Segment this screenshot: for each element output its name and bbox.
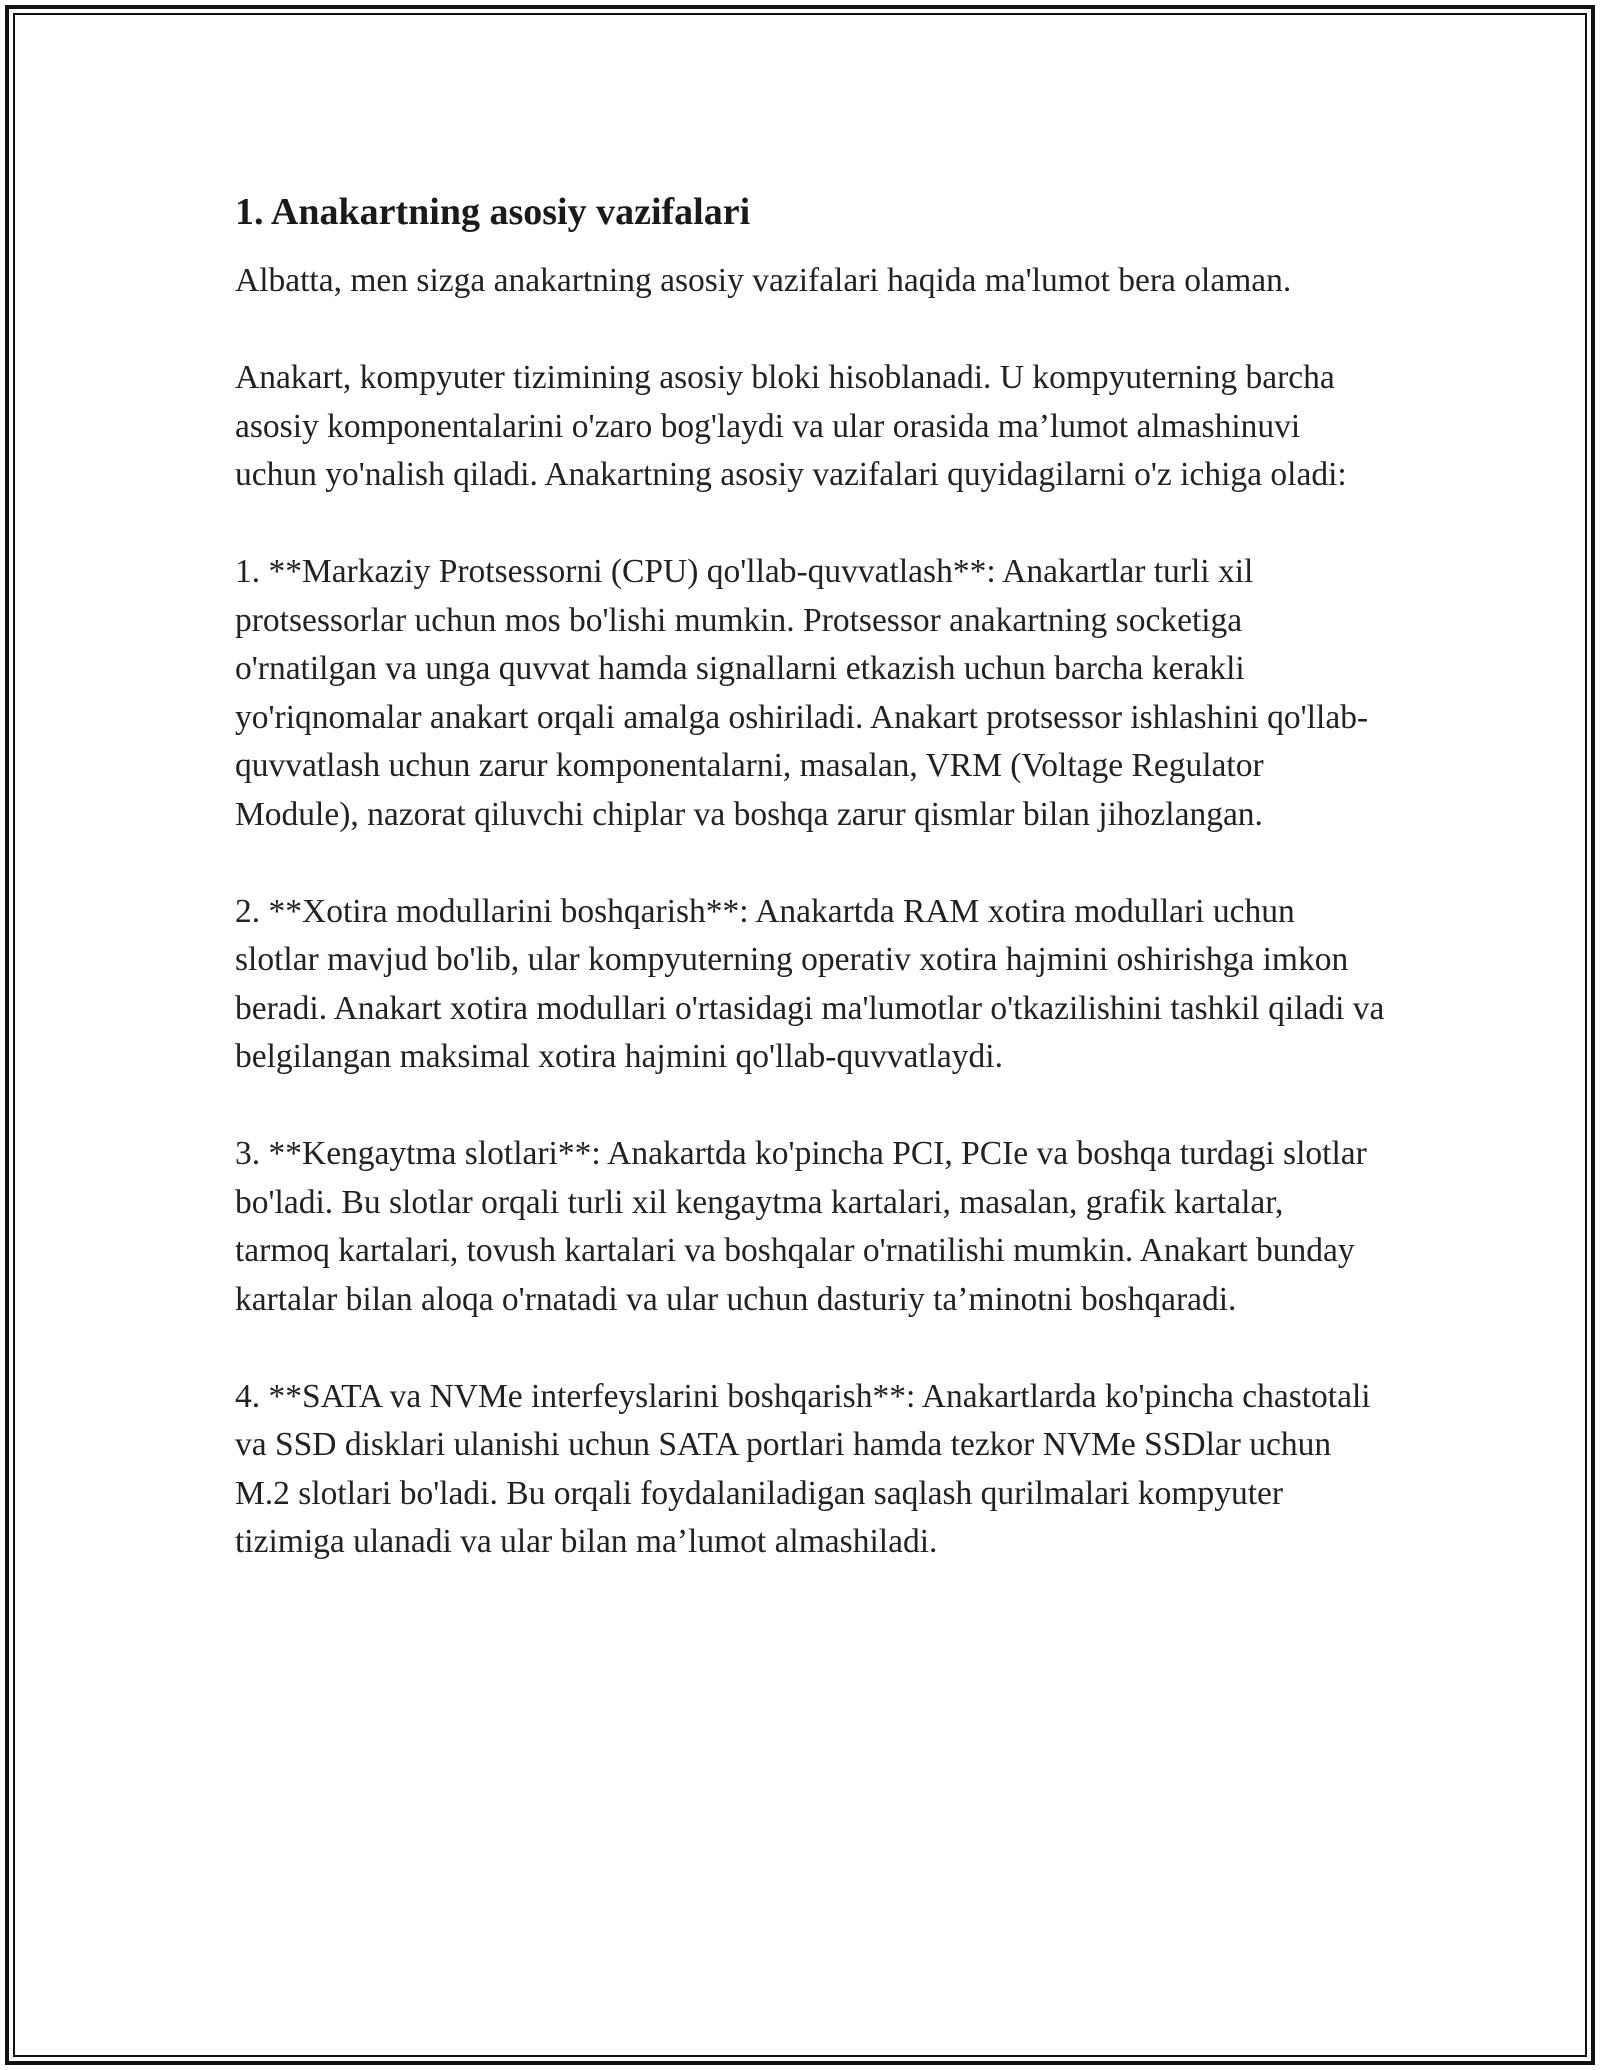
overview-paragraph: Anakart, kompyuter tizimining asosiy bloki hisoblanadi. U kompyuterning barcha asosiy komponentalarini o'zaro bog'laydi va ular orasida ma’lumot almashinuvi uchun yo'nalish qiladi. Anakartning asosiy vazifalari quyidagilarni o'z ichiga oladi: xyxy=(235,359,1347,493)
list-item-storage-interfaces: 4. **SATA va NVMe interfeyslarini boshqarish**: Anakartlarda ko'pincha chastotali va SSD disklari ulanishi uchun SATA portlari hamda tezkor NVMe SSDlar uchun M.2 slotlari bo'ladi. Bu orqali foydalaniladigan saqlash qurilmalari kompyuter tizimiga ulanadi va ular bilan ma’lumot almashiladi. xyxy=(235,1377,1371,1560)
intro-paragraph: Albatta, men sizga anakartning asosiy vazifalari haqida ma'lumot bera olaman. xyxy=(235,262,1292,299)
list-item-memory: 2. **Xotira modullarini boshqarish**: Anakartda RAM xotira modullari uchun slotlar mavjud bo'lib, ular kompyuterning operativ xotira hajmini oshirishga imkon beradi. Anakart xotira modullari o'rtasidagi ma'lumotlar o'tkazilishini tashkil qiladi va belgilangan maksimal xotira hajmini qo'llab-quvvatlaydi. xyxy=(235,892,1385,1075)
section-heading: 1. Anakartning asosiy vazifalari xyxy=(235,191,751,233)
list-item-cpu: 1. **Markaziy Protsessorni (CPU) qo'llab-quvvatlash**: Anakartlar turli xil protsessorlar uchun mos bo'lishi mumkin. Protsessor anakartning socketiga o'rnatilgan va unga quvvat hamda signallarni etkazish uchun barcha kerakli yo'riqnomalar anakart orqali amalga oshiriladi. Anakart protsessor ishlashini qo'llab-quvvatlash uchun zarur komponentalarni, masalan, VRM (Voltage Regulator Module), nazorat qiluvchi chiplar va boshqa zarur qismlar bilan jihozlangan. xyxy=(235,553,1369,833)
document-body xyxy=(235,188,1385,1567)
list-item-expansion-slots: 3. **Kengaytma slotlari**: Anakartda ko'pincha PCI, PCIe va boshqa turdagi slotlar bo'ladi. Bu slotlar orqali turli xil kengaytma kartalari, masalan, grafik kartalar, tarmoq kartalari, tovush kartalari va boshqalar o'rnatilishi mumkin. Anakart bunday kartalar bilan aloqa o'rnatadi va ular uchun dasturiy ta’minotni boshqaradi. xyxy=(235,1135,1367,1318)
